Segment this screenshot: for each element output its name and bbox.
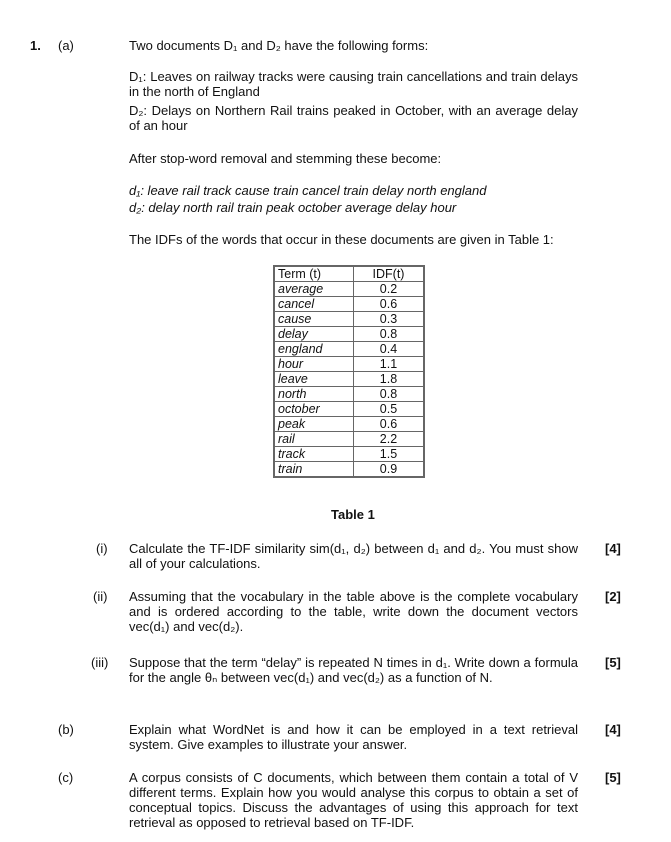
document-d1: D₁: Leaves on railway tracks were causing train cancellations and train delays in the north of England — [129, 69, 578, 99]
term-cell: peak — [274, 417, 354, 432]
term-cell: cancel — [274, 297, 354, 312]
part-b-marks: [4] — [605, 722, 621, 737]
idf-cell: 1.5 — [354, 447, 425, 462]
part-b-text: Explain what WordNet is and how it can be employed in a text retrieval system. Give examples to illustrate your answer. — [129, 722, 578, 752]
table-row — [274, 297, 424, 312]
table-caption: Table 1 — [331, 507, 375, 522]
idf-table — [273, 265, 425, 478]
idf-cell: 0.6 — [354, 297, 425, 312]
table-row — [274, 357, 424, 372]
idf-cell: 0.4 — [354, 342, 425, 357]
table-header-row — [274, 266, 424, 282]
term-cell: north — [274, 387, 354, 402]
sub-iii-marks: [5] — [605, 655, 621, 670]
term-cell: average — [274, 282, 354, 297]
term-cell: rail — [274, 432, 354, 447]
table-row — [274, 282, 424, 297]
table-row — [274, 372, 424, 387]
part-c-marks: [5] — [605, 770, 621, 785]
term-cell: cause — [274, 312, 354, 327]
document-d2: D₂: Delays on Northern Rail trains peaked in October, with an average delay of an hour — [129, 103, 578, 133]
idf-cell: 0.6 — [354, 417, 425, 432]
table-row — [274, 342, 424, 357]
part-c-text: A corpus consists of C documents, which between them contain a total of V different terms. Explain how you would analyse this corpus to obtain a set of conceptual topics. Discuss the advantages of using this approach for text retrieval as opposed to retrieval based on TF-IDF. — [129, 770, 578, 830]
sub-i-text: Calculate the TF-IDF similarity sim(d₁, d₂) between d₁ and d₂. You must show all of your calculations. — [129, 541, 578, 571]
idf-cell: 0.3 — [354, 312, 425, 327]
idf-cell: 1.8 — [354, 372, 425, 387]
part-a-intro: Two documents D₁ and D₂ have the following forms: — [129, 38, 429, 53]
sub-ii-label: (ii) — [93, 589, 108, 604]
part-b-label: (b) — [58, 722, 74, 737]
term-cell: october — [274, 402, 354, 417]
term-cell: england — [274, 342, 354, 357]
sub-i-label: (i) — [96, 541, 108, 556]
term-cell: leave — [274, 372, 354, 387]
table-header-term: Term (t) — [274, 266, 354, 282]
term-cell: track — [274, 447, 354, 462]
idf-cell: 2.2 — [354, 432, 425, 447]
processed-d1: d₁: leave rail track cause train cancel train delay north england — [129, 183, 487, 198]
sub-ii-text: Assuming that the vocabulary in the table above is the complete vocabulary and is ordered according to the table, write down the document vectors vec(d₁) and vec(d₂). — [129, 589, 578, 634]
sub-iii-label: (iii) — [91, 655, 109, 670]
term-cell: hour — [274, 357, 354, 372]
sub-iii-text: Suppose that the term “delay” is repeated N times in d₁. Write down a formula for the angle θₙ between vec(d₁) and vec(d₂) as a function of N. — [129, 655, 578, 685]
table-row — [274, 462, 424, 478]
table-row — [274, 447, 424, 462]
idf-cell: 1.1 — [354, 357, 425, 372]
idf-cell: 0.8 — [354, 387, 425, 402]
stopword-intro: After stop-word removal and stemming these become: — [129, 151, 442, 166]
processed-d2: d₂: delay north rail train peak october average delay hour — [129, 200, 457, 215]
part-a-label: (a) — [58, 38, 74, 53]
part-c-label: (c) — [58, 770, 74, 785]
term-cell: delay — [274, 327, 354, 342]
table-row — [274, 327, 424, 342]
term-cell: train — [274, 462, 354, 478]
table-row — [274, 312, 424, 327]
idf-cell: 0.9 — [354, 462, 425, 478]
idf-cell: 0.8 — [354, 327, 425, 342]
table-header-idf: IDF(t) — [354, 266, 425, 282]
sub-ii-marks: [2] — [605, 589, 621, 604]
question-number: 1. — [30, 38, 41, 53]
table-row — [274, 417, 424, 432]
idf-cell: 0.2 — [354, 282, 425, 297]
idf-cell: 0.5 — [354, 402, 425, 417]
table-row — [274, 402, 424, 417]
idf-intro: The IDFs of the words that occur in these documents are given in Table 1: — [129, 232, 554, 247]
sub-i-marks: [4] — [605, 541, 621, 556]
table-row — [274, 387, 424, 402]
table-row — [274, 432, 424, 447]
